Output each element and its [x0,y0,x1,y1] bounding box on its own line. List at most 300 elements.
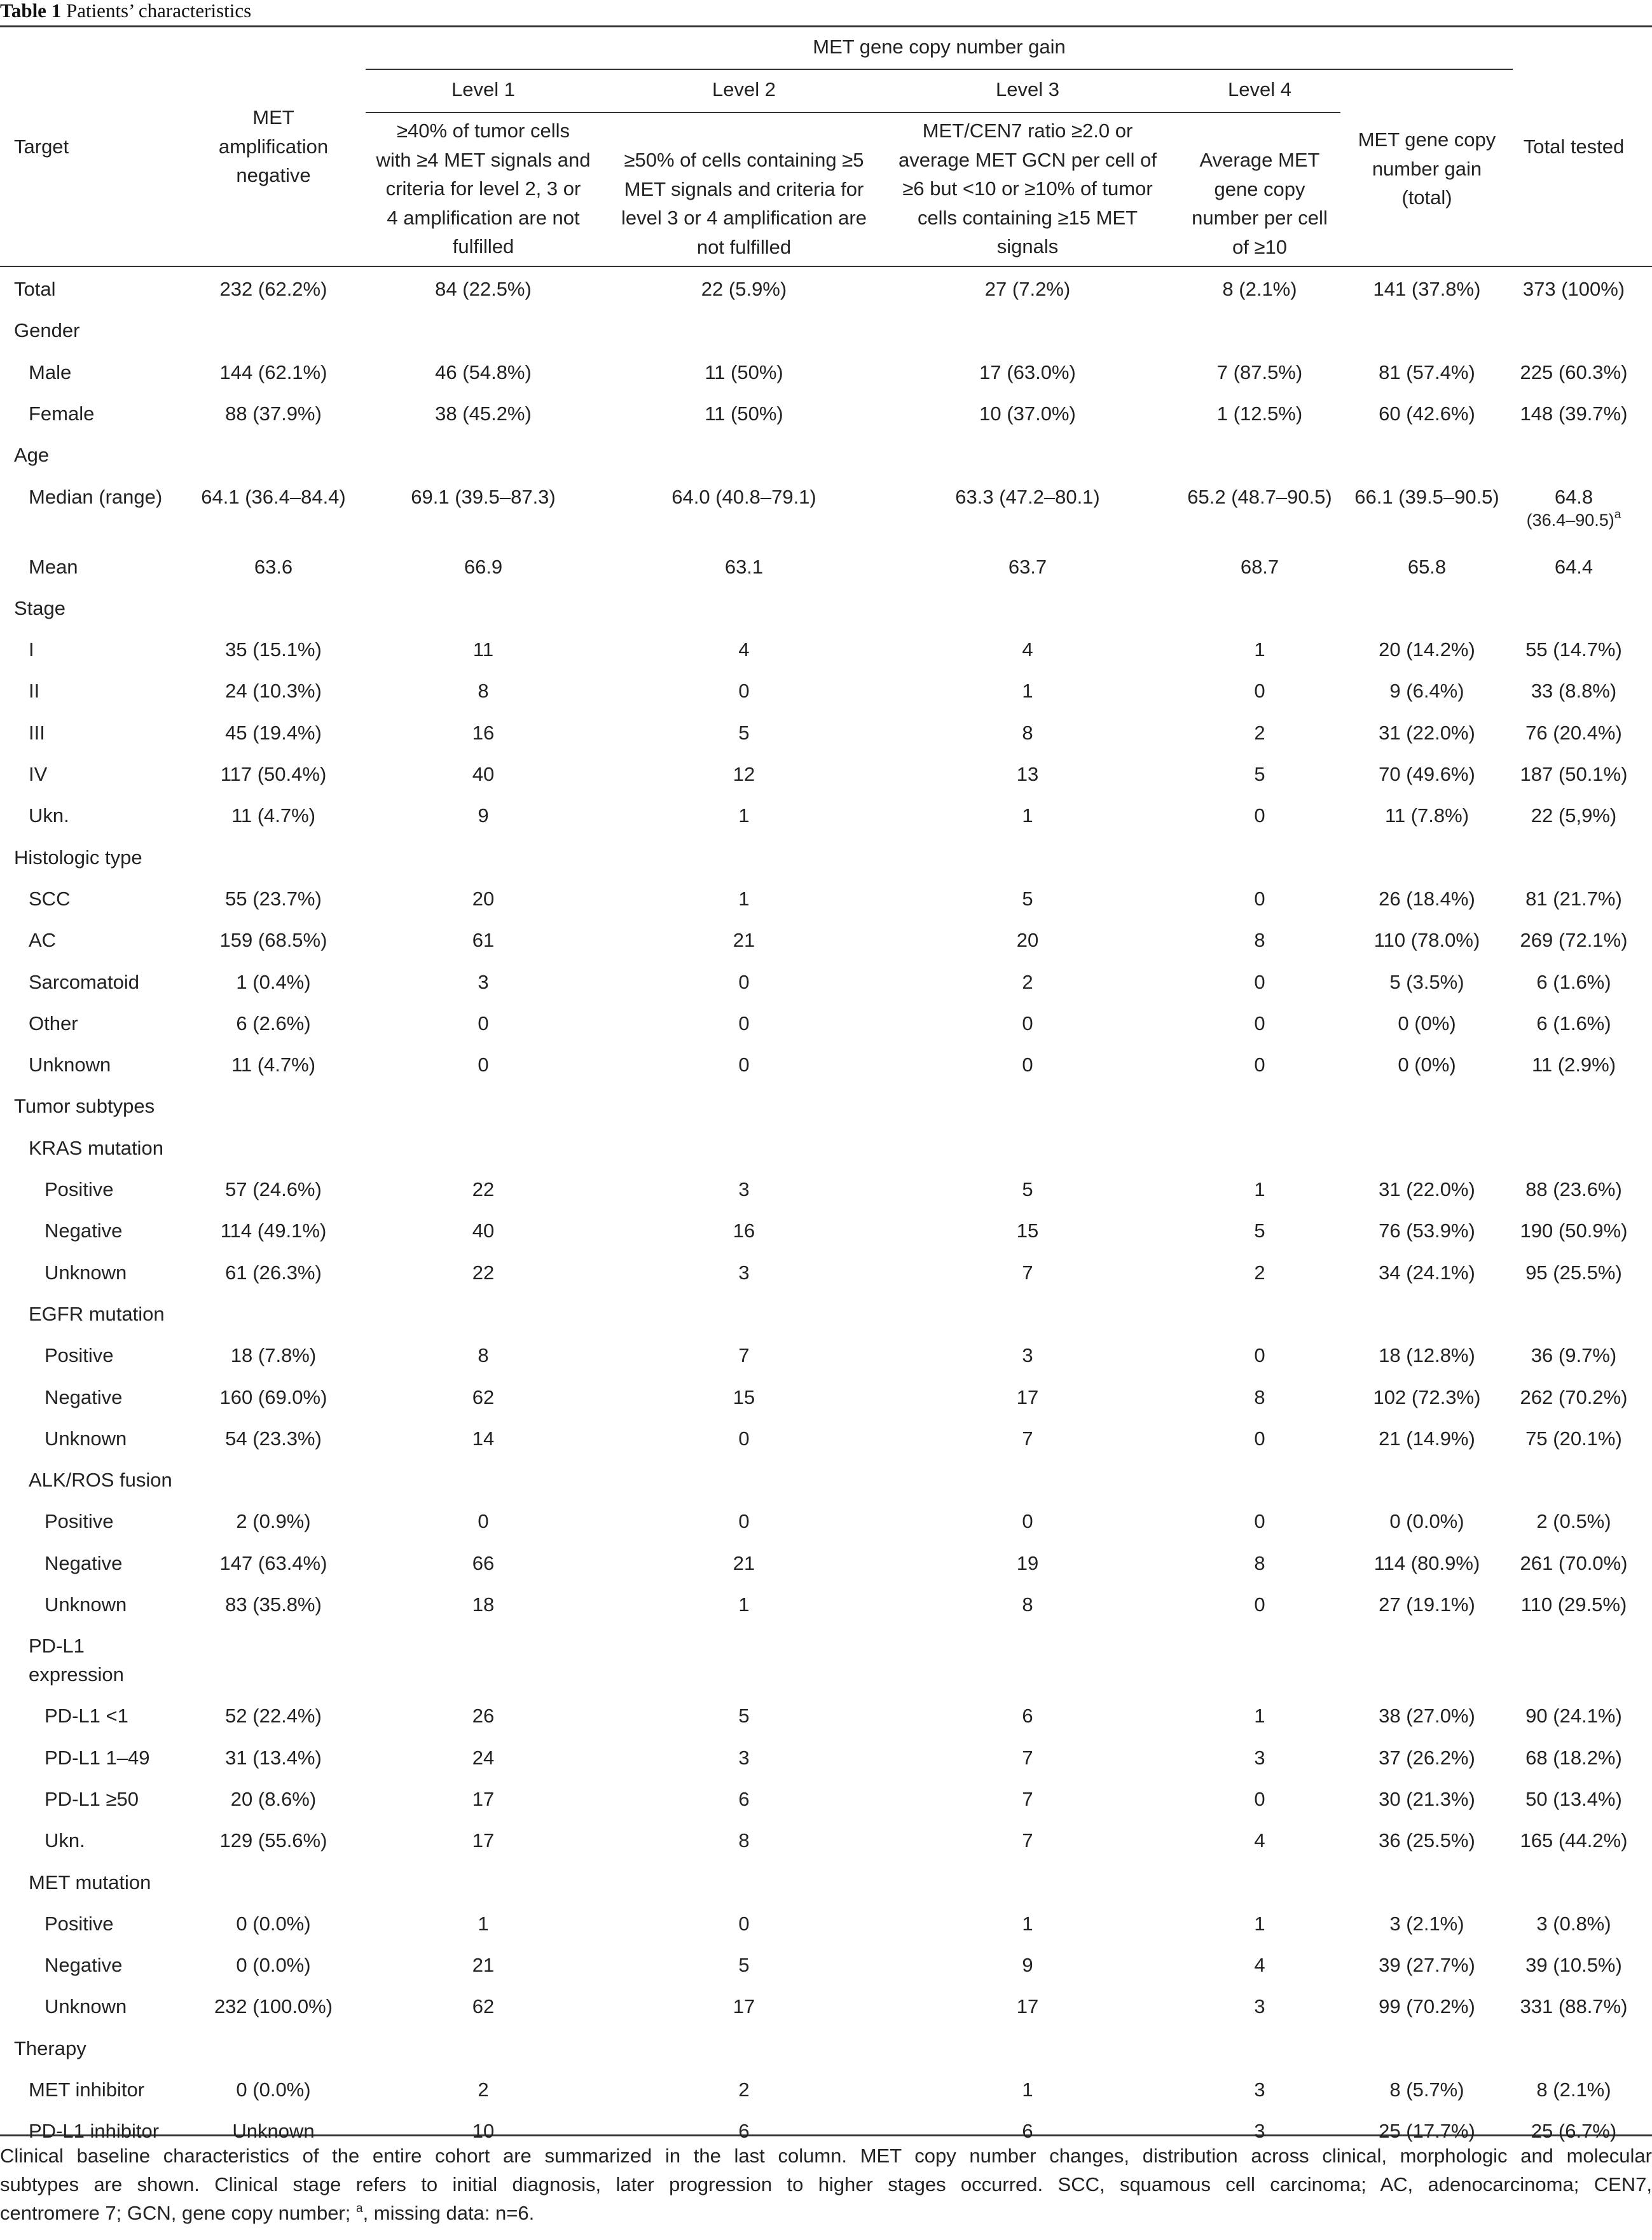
table-cell: 63.1 [724,555,764,578]
table-cell: 25 (17.7%) [1379,2120,1475,2143]
table-cell: 11 [472,638,494,661]
header-level-1: Level 1 [451,78,515,100]
row-label: III [29,721,45,744]
table-cell: 6 [738,1787,750,1810]
table-cell: 68.7 [1240,555,1279,578]
row-label: AC [29,929,57,952]
header-level-2-criteria: ≥50% of cells containing ≥5 MET signals and criteria for level 3 or 4 amplification are not fulfilled [621,149,867,258]
table-cell: 57 (24.6%) [225,1178,322,1200]
table-cell: 0 [478,1510,489,1533]
table-cell: 26 (18.4%) [1379,887,1475,910]
row-label: PD-L1 ≥50 [45,1787,139,1810]
row-label: PD-L1 [29,1635,85,1658]
row-label: II [29,680,40,703]
row-label: Unknown [45,1593,127,1616]
table-cell: 11 (4.7%) [231,1054,316,1076]
table-cell: 8 (5.7%) [1389,2079,1464,2101]
table-cell: 0 [738,1012,750,1034]
row-label: Therapy [14,2037,86,2059]
table-cell: 262 (70.2%) [1520,1385,1628,1408]
row-label: Other [29,1012,78,1034]
header-group-title: MET gene copy number gain [813,36,1066,58]
row-label: Sarcomatoid [29,970,140,993]
table-cell: 2 (0.9%) [236,1510,311,1533]
table-cell: 2 [1254,1261,1265,1284]
table-cell: 2 [478,2079,489,2101]
table-cell: 3 [1254,2079,1265,2101]
table-cell: 3 [1254,2120,1265,2143]
table-cell: 0 (0.0%) [1389,1510,1464,1533]
table-cell: 31 (22.0%) [1379,1178,1475,1200]
table-cell: 60 (42.6%) [1379,402,1475,425]
footnote-text: , missing data: n=6. [362,2202,535,2224]
table-cell: 2 [1254,721,1265,744]
table-cell: 15 [1016,1220,1039,1242]
table-cell: 52 (22.4%) [225,1705,322,1728]
table-cell: 66 [472,1551,495,1574]
table-cell: 7 (87.5%) [1216,361,1303,383]
header-level-1-criteria: ≥40% of tumor cells with ≥4 MET signals and criteria for level 2, 3 or 4 amplification are not fulfilled [376,120,591,258]
table-cell: 190 (50.9%) [1520,1220,1628,1242]
table-cell: 0 [478,1054,489,1076]
table-cell: 0 (0.0%) [236,2079,311,2101]
table-cell: 5 [738,1954,750,1977]
table-cell: 63.7 [1008,555,1047,578]
table-cell: 10 (37.0%) [979,402,1076,425]
table-cell: 27 (19.1%) [1379,1593,1475,1616]
table-cell: 8 [478,680,489,703]
table-cell: $(36.4-90.5)^a$ [1526,507,1621,530]
table-cell: 68 (18.2%) [1525,1746,1622,1769]
table-cell: 45 (19.4%) [225,721,322,744]
table-cell: 21 [733,1551,755,1574]
table-cell: 9 [478,804,489,827]
table-cell: 38 (27.0%) [1379,1705,1475,1728]
table-cell: 7 [1022,1746,1033,1769]
table-cell: 6 (1.6%) [1536,1012,1611,1034]
table-cell: 148 (39.7%) [1520,402,1628,425]
table-cell: 76 (53.9%) [1379,1220,1475,1242]
table-cell: 36 (25.5%) [1379,1829,1475,1852]
row-label: Positive [45,1178,114,1200]
table-cell: 20 (8.6%) [230,1787,317,1810]
table-title: Patients’ characteristics [65,0,252,22]
table-cell: 0 [1254,1054,1265,1076]
table-cell: 0 [738,680,750,703]
table-cell: 46 (54.8%) [435,361,532,383]
row-label: Unknown [29,1054,111,1076]
table-cell: 33 (8.8%) [1531,680,1617,703]
table-cell: 3 [738,1746,750,1769]
table-cell: 1 [1022,804,1033,827]
row-label: Negative [45,1385,123,1408]
row-label: Histologic type [14,846,142,869]
table-cell: 11 (50%) [705,402,783,425]
table-cell: 0 [1254,1510,1265,1533]
table-cell: 331 (88.7%) [1520,1995,1628,2018]
table-cell: 5 [738,1705,750,1728]
table-cell: 66.1 (39.5–90.5) [1354,485,1499,508]
table-cell: 37 (26.2%) [1379,1746,1475,1769]
footnote-line: Clinical baseline characteristics of the entire cohort are summarized in the last column. MET copy number changes, distribution across clinical, morphologic and molecular [0,2145,1652,2167]
header-level-2: Level 2 [712,78,776,100]
table-cell: 95 (25.5%) [1525,1261,1622,1284]
table-cell: 4 [738,638,750,661]
table-cell: 64.4 [1554,555,1593,578]
table-cell: 26 [472,1705,495,1728]
row-label: I [29,638,34,661]
header-gain-total: MET gene copy number gain (total) [1358,128,1496,209]
table-cell: 114 (49.1%) [220,1220,327,1242]
table-cell: 0 [1254,680,1265,703]
table-cell: 22 (5,9%) [1531,804,1617,827]
table-cell: 6 (2.6%) [236,1012,311,1034]
row-label: Unknown [45,1995,127,2018]
table-cell: 88 (37.9%) [225,402,322,425]
table-cell: 50 (13.4%) [1525,1787,1622,1810]
table-cell: 8 [738,1829,750,1852]
table-cell: 1 (12.5%) [1216,402,1303,425]
table-cell: 31 (22.0%) [1379,721,1475,744]
table-cell: 17 [472,1829,495,1852]
table-cell: 141 (37.8%) [1373,278,1481,300]
row-label: Positive [45,1510,114,1533]
table-cell: 6 [738,2120,750,2143]
table-cell: 61 [472,929,495,952]
table-cell: 2 [1022,970,1033,993]
row-label: IV [29,763,48,785]
table-cell: 11 (2.9%) [1531,1054,1616,1076]
table-cell: 15 [733,1385,755,1408]
table-cell: 0 (0.0%) [236,1954,311,1977]
table-cell: 0 [1254,1344,1265,1367]
table-cell: 1 [1022,2079,1033,2101]
table-cell: 261 (70.0%) [1520,1551,1628,1574]
table-cell: 90 (24.1%) [1525,1705,1622,1728]
row-label: Female [29,402,95,425]
table-cell: 21 [472,1954,495,1977]
table-cell: 2 (0.5%) [1536,1510,1611,1533]
table-cell: 4 [1022,638,1033,661]
row-label: Negative [45,1551,123,1574]
table-cell: 17 [1016,1995,1039,2018]
table-cell: 1 (0.4%) [236,970,311,993]
footnote-line [0,2199,1652,2227]
table-cell: 54 (23.3%) [225,1427,322,1450]
table-cell: 5 (3.5%) [1389,970,1464,993]
table-cell: 8 [478,1344,489,1367]
table-cell: 66.9 [464,555,503,578]
table-cell: 110 (29.5%) [1520,1593,1627,1616]
table-cell: 25 (6.7%) [1531,2120,1617,2143]
table-cell: 147 (63.4%) [219,1551,327,1574]
table-cell: 1 [738,1593,750,1616]
header-level-3-criteria: MET/CEN7 ratio ≥2.0 or average MET GCN per cell of ≥6 but <10 or ≥10% of tumor cells containing ≥15 MET signals [898,120,1157,258]
table-cell: 0 (0.0%) [236,1912,311,1935]
table-cell: 12 [733,763,755,785]
table-cell: 62 [472,1995,495,2018]
table-cell: 6 [1022,1705,1033,1728]
table-cell: 0 [1254,970,1265,993]
table-cell: 13 [1016,763,1039,785]
table-cell: 22 [472,1178,495,1200]
table-cell: 129 (55.6%) [219,1829,327,1852]
row-label: Total [14,278,56,300]
table-cell: 0 [738,1054,750,1076]
header-total-tested: Total tested [1523,135,1625,158]
table-cell: 17 [472,1787,495,1810]
row-label: expression [29,1663,124,1686]
table-cell: 9 [1022,1954,1033,1977]
table-cell: 81 (21.7%) [1525,887,1622,910]
row-label: MET mutation [29,1871,151,1893]
table-cell: Unknown [232,2120,315,2143]
table-cell: 63.3 (47.2–80.1) [955,485,1100,508]
table-cell: 187 (50.1%) [1520,763,1628,785]
table-cell: 5 [738,721,750,744]
table-cell: 22 (5.9%) [701,278,787,300]
table-cell: 0 [1254,887,1265,910]
row-label: Positive [45,1344,114,1367]
table-cell: 7 [1022,1427,1033,1450]
header-met-negative: MET amplification negative [218,106,329,186]
table-cell: 1 [478,1912,489,1935]
table-cell: 69.1 (39.5–87.3) [411,485,556,508]
table-cell: 18 [472,1593,495,1616]
row-label: Age [14,444,50,467]
table-cell: 3 (0.8%) [1536,1912,1611,1935]
table-cell: 110 (78.0%) [1373,929,1480,952]
table-cell: 144 (62.1%) [219,361,327,383]
header-level-4-criteria: Average MET gene copy number per cell of ≥10 [1192,149,1328,258]
table-cell: 10 [472,2120,495,2143]
table-cell: 1 [1022,680,1033,703]
table-cell: 0 [1254,804,1265,827]
table-cell: 21 [733,929,755,952]
table-cell: 64.1 (36.4–84.4) [201,485,346,508]
table-cell: 62 [472,1385,495,1408]
table-cell: 1 [738,887,750,910]
row-label: Gender [14,319,80,342]
table-cell: 1 [1254,1705,1265,1728]
table-cell: 6 (1.6%) [1536,970,1611,993]
row-label: PD-L1 inhibitor [29,2120,160,2143]
table-cell: 0 [478,1012,489,1034]
table-cell: 9 (6.4%) [1389,680,1464,703]
table-cell: 269 (72.1%) [1520,929,1628,952]
table-cell: 8 [1022,721,1033,744]
table-cell: 0 [1254,1012,1265,1034]
table-cell: 8 [1022,1593,1033,1616]
table-cell: 0 [738,1912,750,1935]
row-label: Mean [29,555,78,578]
table-cell: 20 (14.2%) [1379,638,1475,661]
table-cell: 165 (44.2%) [1520,1829,1628,1852]
table-cell: 3 [738,1261,750,1284]
table-cell: 8 [1254,1385,1265,1408]
table-cell: 20 [472,887,495,910]
row-label: Negative [45,1220,123,1242]
table-footnote [0,2141,1652,2227]
table-cell: 1 [738,804,750,827]
table-cell: 0 (0%) [1398,1012,1456,1034]
row-label: Positive [45,1912,114,1935]
table-cell: 61 (26.3%) [225,1261,322,1284]
table-cell: 88 (23.6%) [1525,1178,1622,1200]
table-cell: 18 (12.8%) [1379,1344,1475,1367]
table-cell: 40 [472,1220,495,1242]
table-cell: 11 (7.8%) [1384,804,1470,827]
table-cell: 24 (10.3%) [225,680,322,703]
table-cell: 55 (14.7%) [1525,638,1622,661]
table-cell: 3 [1254,1995,1265,2018]
table-cell: 75 (20.1%) [1525,1427,1622,1450]
table-cell: 30 (21.3%) [1379,1787,1475,1810]
table-cell: 8 (2.1%) [1222,278,1297,300]
table-cell: 7 [1022,1829,1033,1852]
header-level-3: Level 3 [996,78,1059,100]
table-cell: 55 (23.7%) [225,887,322,910]
table-cell: 36 (9.7%) [1531,1344,1617,1367]
table-cell: 17 [733,1995,755,2018]
row-label: Male [29,361,72,383]
table-cell: 1 [1022,1912,1033,1935]
row-label: EGFR mutation [29,1302,165,1325]
table-cell: 14 [472,1427,495,1450]
level-rule [366,112,1340,113]
table-cell: 117 (50.4%) [220,763,327,785]
table-cell: 8 [1254,1551,1265,1574]
table-cell: 19 [1016,1551,1039,1574]
header-rule [0,266,1652,267]
footnote-text: centromere 7; GCN, gene copy number; [0,2202,356,2224]
table-cell: 0 [738,970,750,993]
table-cell: 34 (24.1%) [1379,1261,1475,1284]
table-cell: 0 [1254,1427,1265,1450]
table-cell: 5 [1254,1220,1265,1242]
table-cell: 4 [1254,1954,1265,1977]
table-cell: 2 [738,2079,750,2101]
table-cell: 0 [738,1427,750,1450]
table-cell: 21 (14.9%) [1379,1427,1475,1450]
table-cell: 84 (22.5%) [435,278,532,300]
table-cell: 31 (13.4%) [225,1746,322,1769]
table-cell: 18 (7.8%) [230,1344,317,1367]
table-cell: 70 (49.6%) [1379,763,1475,785]
table-cell: 159 (68.5%) [219,929,327,952]
header-level-4: Level 4 [1228,78,1291,100]
row-label: Unknown [45,1427,127,1450]
table-cell: 3 (2.1%) [1389,1912,1464,1935]
row-label: SCC [29,887,71,910]
header-target: Target [14,135,69,158]
table-cell: 114 (80.9%) [1373,1551,1480,1574]
row-label: Ukn. [29,804,69,827]
table-cell: 64.0 (40.8–79.1) [671,485,816,508]
table-cell: 22 [472,1261,495,1284]
table-cell: 8 [1254,929,1265,952]
table-cell: 63.6 [254,555,293,578]
table-cell: 16 [733,1220,755,1242]
table-cell: 7 [1022,1261,1033,1284]
table-cell: 65.2 (48.7–90.5) [1187,485,1332,508]
table-cell: 81 (57.4%) [1379,361,1475,383]
table-cell: 64.8 [1554,485,1593,508]
table-cell: 232 (100.0%) [214,1995,333,2018]
table-cell: 0 (0%) [1398,1054,1456,1076]
table-cell: 35 (15.1%) [225,638,322,661]
table-cell: 7 [738,1344,750,1367]
table-cell: 38 (45.2%) [435,402,532,425]
table-caption [0,0,251,22]
table-cell: 3 [478,970,489,993]
table-cell: 225 (60.3%) [1520,361,1628,383]
table-cell: 99 (70.2%) [1379,1995,1475,2018]
table-cell: 6 [1022,2120,1033,2143]
table-cell: 39 (10.5%) [1525,1954,1622,1977]
table-cell: 1 [1254,1178,1265,1200]
row-label: Negative [45,1954,123,1977]
table-cell: 1 [1254,638,1265,661]
table-cell: 20 [1016,929,1039,952]
table-cell: 102 (72.3%) [1373,1385,1481,1408]
row-label: ALK/ROS fusion [29,1469,172,1492]
table-cell: 5 [1022,887,1033,910]
row-label: MET inhibitor [29,2079,145,2101]
table-cell: 65.8 [1407,555,1447,578]
table-cell: 4 [1254,1829,1265,1852]
row-label: PD-L1 1–49 [45,1746,150,1769]
table-cell: 1 [1254,1912,1265,1935]
row-label: PD-L1 <1 [45,1705,128,1728]
table-cell: 40 [472,763,495,785]
table-cell: 3 [738,1178,750,1200]
table-cell: 8 (2.1%) [1536,2079,1611,2101]
table-cell: 11 (4.7%) [231,804,316,827]
row-label: Unknown [45,1261,127,1284]
table-label: Table 1 [0,0,62,22]
table-cell: 3 [1022,1344,1033,1367]
footnote-sup: a [355,2202,363,2215]
group-rule [366,69,1513,70]
table-cell: 232 (62.2%) [219,278,327,300]
table-cell: 76 (20.4%) [1525,721,1622,744]
table-cell: 17 (63.0%) [979,361,1076,383]
table-cell: 0 [1254,1787,1265,1810]
table-cell: 5 [1022,1178,1033,1200]
table-cell: 7 [1022,1787,1033,1810]
table-cell: 0 [1254,1593,1265,1616]
table-cell: 3 [1254,1746,1265,1769]
table-cell: 24 [472,1746,495,1769]
row-label: Ukn. [45,1829,85,1852]
row-label: KRAS mutation [29,1136,163,1159]
table-cell: 0 [1022,1012,1033,1034]
table-cell: 0 [1022,1054,1033,1076]
row-label: Median (range) [29,485,163,508]
table-cell: 11 (50%) [705,361,783,383]
top-rule [0,25,1652,27]
table-cell: 27 (7.2%) [984,278,1071,300]
row-label: Stage [14,596,66,619]
table-cell: 373 (100%) [1522,278,1625,300]
table-cell: 0 [1022,1510,1033,1533]
footnote-line: subtypes are shown. Clinical stage refers to initial diagnosis, later progression to higher stages occurred. SCC, squamous cell carcinoma; AC, adenocarcinoma; CEN7, [0,2173,1652,2195]
table-cell: 39 (27.7%) [1379,1954,1475,1977]
table-cell: 83 (35.8%) [225,1593,322,1616]
table-cell: 17 [1016,1385,1039,1408]
table-cell: 0 [738,1510,750,1533]
